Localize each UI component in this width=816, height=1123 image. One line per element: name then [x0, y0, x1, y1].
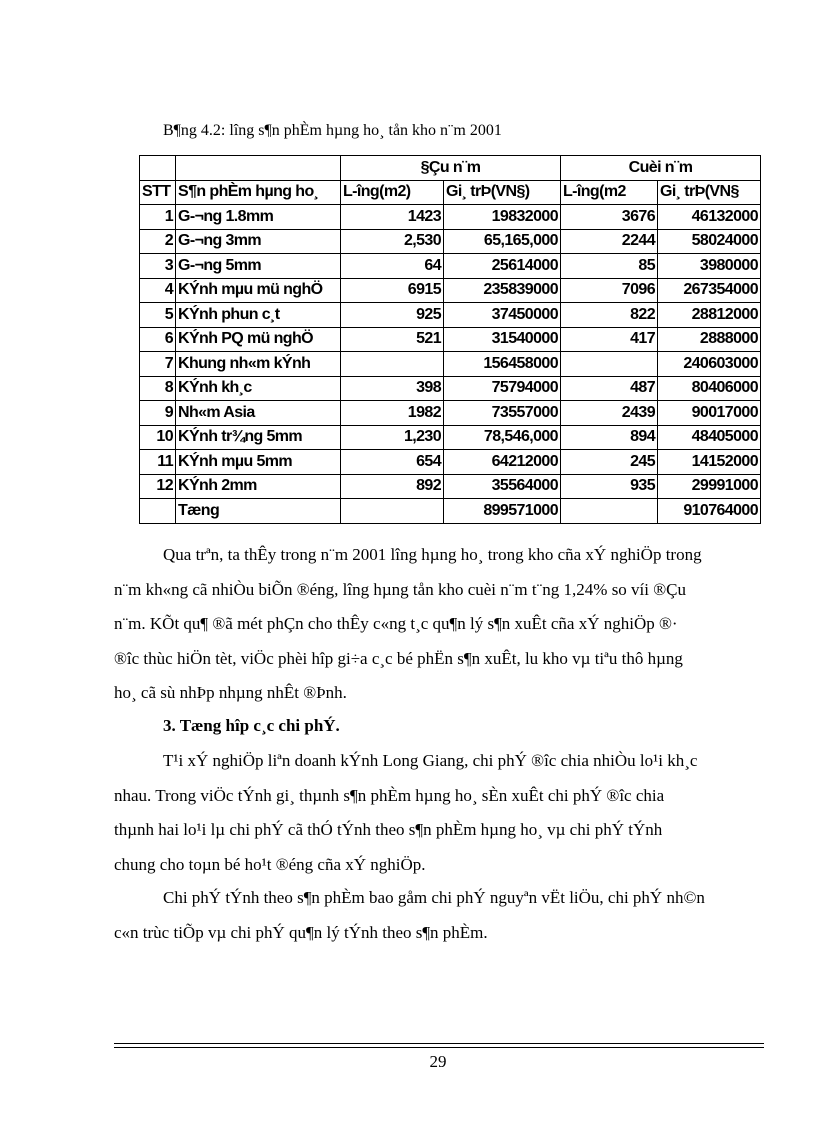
cell-stt: 6	[140, 327, 176, 352]
cell-value-end: 29991000	[658, 474, 761, 499]
cell-value-end: 58024000	[658, 229, 761, 254]
section-heading: 3. Tæng hîp c¸c chi phÝ.	[163, 716, 340, 735]
cell-quantity-end: 935	[561, 474, 658, 499]
paragraph-line: Chi phÝ tÝnh theo s¶n phÈm bao gåm chi phÝ nguyªn vËt liÖu, chi phÝ nh©n	[163, 888, 705, 907]
table-row	[140, 303, 761, 328]
paragraph-product-costs	[114, 881, 762, 950]
cell-blank	[140, 499, 176, 524]
cell-value-end: 80406000	[658, 376, 761, 401]
cell-stt: 11	[140, 450, 176, 475]
cell-quantity-end: 894	[561, 425, 658, 450]
cell-quantity-start: 2,530	[341, 229, 444, 254]
cell-quantity-start: 925	[341, 303, 444, 328]
cell-total-value-end: 910764000	[658, 499, 761, 524]
cell-quantity-end: 487	[561, 376, 658, 401]
cell-quantity-start: 1423	[341, 205, 444, 230]
cell-stt: 5	[140, 303, 176, 328]
page-number: 29	[429, 1052, 447, 1071]
cell-value-start: 64212000	[444, 450, 561, 475]
cell-quantity-start	[341, 352, 444, 377]
cell-quantity-end: 2244	[561, 229, 658, 254]
table-row	[140, 327, 761, 352]
cell-product-name: G-¬ng 5mm	[176, 254, 341, 279]
paragraph-line: chung cho toµn bé ho¹t ®éng cña xÝ nghiÖp.	[114, 854, 426, 874]
footer-rule	[114, 1043, 764, 1044]
cell-value-start: 37450000	[444, 303, 561, 328]
table-row	[140, 450, 761, 475]
cell-total-label: Tæng	[176, 499, 341, 524]
cell-quantity-start: 1982	[341, 401, 444, 426]
paragraph-line: ho¸ cã sù nhÞp nhµng nhÊt ®Þnh.	[114, 683, 347, 702]
cell-stt: 7	[140, 352, 176, 377]
cell-value-end: 3980000	[658, 254, 761, 279]
header-stt: STT	[140, 180, 176, 205]
paragraph-line: n¨m. KÕt qu¶ ®ã mét phÇn cho thÊy c«ng t¸c qu¶n lý s¶n xuÊt cña xÝ nghiÖp ®·	[114, 614, 678, 633]
cell-stt: 1	[140, 205, 176, 230]
table-row	[140, 352, 761, 377]
cell-value-start: 35564000	[444, 474, 561, 499]
cell-blank	[561, 499, 658, 524]
table-row	[140, 278, 761, 303]
inventory-table	[139, 155, 761, 524]
table-row	[140, 229, 761, 254]
table-row	[140, 254, 761, 279]
header-quantity-start: L-îng(m2)	[341, 180, 444, 205]
paragraph-line: nhau. Trong viÖc tÝnh gi¸ thµnh s¶n phÈm hµng ho¸ sÈn xuÊt chi phÝ ®îc chia	[114, 785, 665, 805]
cell-stt: 4	[140, 278, 176, 303]
cell-quantity-end: 822	[561, 303, 658, 328]
cell-quantity-start: 1,230	[341, 425, 444, 450]
cell-blank	[341, 499, 444, 524]
cell-quantity-end: 2439	[561, 401, 658, 426]
cell-value-end: 240603000	[658, 352, 761, 377]
cell-stt: 2	[140, 229, 176, 254]
table-group-header-row	[140, 156, 761, 181]
paragraph-line: c«n trùc tiÕp vµ chi phÝ qu¶n lý tÝnh theo s¶n phÈm.	[114, 922, 488, 942]
table-sub-header-row	[140, 180, 761, 205]
cell-product-name: G-¬ng 3mm	[176, 229, 341, 254]
table-row	[140, 376, 761, 401]
cell-stt: 8	[140, 376, 176, 401]
cell-quantity-start: 6915	[341, 278, 444, 303]
table-row	[140, 474, 761, 499]
cell-quantity-start: 64	[341, 254, 444, 279]
cell-product-name: KÝnh kh¸c	[176, 376, 341, 401]
cell-quantity-end: 85	[561, 254, 658, 279]
cell-stt: 3	[140, 254, 176, 279]
cell-quantity-end: 245	[561, 450, 658, 475]
header-product: S¶n phÈm hµng ho¸	[176, 180, 341, 205]
header-blank	[176, 156, 341, 181]
paragraph-line: thµnh hai lo¹i lµ chi phÝ cã thÓ tÝnh theo s¶n phÈm hµng ho¸ vµ chi phÝ tÝnh	[114, 820, 663, 839]
cell-value-start: 156458000	[444, 352, 561, 377]
header-dau-nam: §Çu n¨m	[341, 156, 561, 181]
cell-value-start: 78,546,000	[444, 425, 561, 450]
paragraph-line: T¹i xÝ nghiÖp liªn doanh kÝnh Long Giang, chi phÝ ®îc chia nhiÒu lo¹i kh¸c	[163, 751, 698, 770]
cell-product-name: Nh«m Asia	[176, 401, 341, 426]
header-blank	[140, 156, 176, 181]
table-row	[140, 205, 761, 230]
cell-stt: 10	[140, 425, 176, 450]
cell-quantity-start: 521	[341, 327, 444, 352]
cell-value-start: 19832000	[444, 205, 561, 230]
cell-quantity-start: 892	[341, 474, 444, 499]
cell-quantity-end: 417	[561, 327, 658, 352]
cell-value-end: 28812000	[658, 303, 761, 328]
cell-product-name: KÝnh PQ mü nghÖ	[176, 327, 341, 352]
header-cuoi-nam: Cuèi n¨m	[561, 156, 761, 181]
paragraph-cost-types	[114, 744, 762, 882]
cell-quantity-end: 3676	[561, 205, 658, 230]
table-caption: B¶ng 4.2: lîng s¶n phÈm hµng ho¸ tån kho n¨m 2001	[163, 122, 502, 139]
cell-value-end: 46132000	[658, 205, 761, 230]
cell-value-start: 65,165,000	[444, 229, 561, 254]
header-value-end: Gi¸ trÞ(VN§	[658, 180, 761, 205]
table-row	[140, 425, 761, 450]
cell-quantity-end	[561, 352, 658, 377]
cell-value-end: 267354000	[658, 278, 761, 303]
header-value-start: Gi¸ trÞ(VN§)	[444, 180, 561, 205]
cell-product-name: KÝnh mµu 5mm	[176, 450, 341, 475]
cell-value-start: 75794000	[444, 376, 561, 401]
cell-value-end: 48405000	[658, 425, 761, 450]
cell-product-name: KÝnh tr¾ng 5mm	[176, 425, 341, 450]
header-quantity-end: L-îng(m2	[561, 180, 658, 205]
cell-stt: 9	[140, 401, 176, 426]
cell-quantity-end: 7096	[561, 278, 658, 303]
cell-quantity-start: 398	[341, 376, 444, 401]
cell-value-end: 90017000	[658, 401, 761, 426]
cell-value-start: 31540000	[444, 327, 561, 352]
paragraph-line: Qua trªn, ta thÊy trong n¨m 2001 lîng hµng ho¸ trong kho cña xÝ nghiÖp trong	[163, 545, 702, 564]
cell-product-name: KÝnh phun c¸t	[176, 303, 341, 328]
cell-product-name: KÝnh mµu mü nghÖ	[176, 278, 341, 303]
paragraph-line: ®îc thùc hiÖn tèt, viÖc phèi hîp gi÷a c¸c bé phËn s¶n xuÊt, lu kho vµ tiªu thô hµng	[114, 648, 683, 668]
cell-product-name: KÝnh 2mm	[176, 474, 341, 499]
cell-value-end: 2888000	[658, 327, 761, 352]
table-total-row	[140, 499, 761, 524]
footer-rule	[114, 1047, 764, 1048]
cell-value-end: 14152000	[658, 450, 761, 475]
cell-product-name: Khung nh«m kÝnh	[176, 352, 341, 377]
cell-value-start: 73557000	[444, 401, 561, 426]
table-row	[140, 401, 761, 426]
cell-quantity-start: 654	[341, 450, 444, 475]
cell-stt: 12	[140, 474, 176, 499]
cell-product-name: G-¬ng 1.8mm	[176, 205, 341, 230]
cell-total-value-start: 899571000	[444, 499, 561, 524]
cell-value-start: 235839000	[444, 278, 561, 303]
paragraph-line: n¨m kh«ng cã nhiÒu biÕn ®éng, lîng hµng tån kho cuèi n¨m t¨ng 1,24% so víi ®Çu	[114, 579, 687, 599]
cell-value-start: 25614000	[444, 254, 561, 279]
paragraph-inventory-summary	[114, 538, 762, 711]
